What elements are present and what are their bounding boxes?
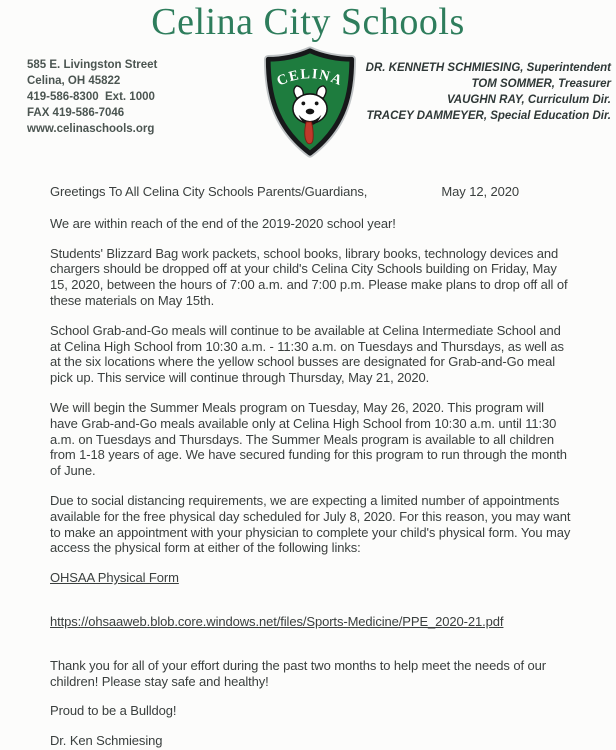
paragraph-materials-dropoff: Students' Blizzard Bag work packets, school books, library books, technology devices and chargers should be dropped off at your child's Celina City Schools building on Friday, May 15, 2020, between the hours of 7:00 a.m. and 7:00 p.m. Please make plans to drop off all of these materials on May 15th. [50, 245, 568, 308]
paragraph-school-year: We are within reach of the end of the 2019-2020 school year! [50, 215, 396, 231]
link-row-ohsaa [50, 570, 572, 600]
greeting-row [50, 184, 572, 200]
admin-special-ed-dir: TRACEY DAMMEYER, Special Education Dir. [366, 110, 611, 122]
logo-banner-text: CELINA [274, 66, 346, 90]
address-phone: 419-586-8300 Ext. 1000 [27, 91, 155, 103]
admin-superintendent: DR. KENNETH SCHMIESING, Superintendent [365, 62, 611, 74]
admin-curriculum-dir: VAUGHN RAY, Curriculum Dir. [446, 94, 611, 106]
address-fax: FAX 419-586-7046 [27, 107, 125, 119]
closing-bulldog: Proud to be a Bulldog! [50, 703, 177, 719]
ohsaa-physical-form-link[interactable]: OHSAA Physical Form [50, 570, 179, 586]
link-row-url [50, 614, 572, 644]
paragraph-summer-meals: We will begin the Summer Meals program on Tuesday, May 26, 2020. This program will have Grab-and-Go meals available only at Celina High School from 10:30 a.m. until 11:30 a.m. on Tuesdays and Thursdays. The Summer Meals program is available to all children from 1-18 years of age. We have secured funding for this program to run through the month of June. [50, 399, 567, 479]
ohsaa-pdf-url-link[interactable]: https://ohsaaweb.blob.core.windows.net/files/Sports-Medicine/PPE_2020-21.pdf [50, 613, 504, 629]
page-title: Celina City Schools [151, 1, 465, 43]
administrators-block [366, 60, 611, 124]
paragraph-physical-day: Due to social distancing requirements, we are expecting a limited number of appointments available for the free physical day scheduled for July 8, 2020. For this reason, you may want to make an appointment with your physician to complete your child's physical form. You may access the physical form at either of the following links: [50, 492, 571, 556]
school-logo-shield-icon [261, 46, 359, 158]
paragraph-thank-you: Thank you for all of your effort during the past two months to help meet the needs of our children! Please stay safe and healthy! [50, 657, 546, 689]
address-website: www.celinaschools.org [27, 123, 155, 135]
address-city: Celina, OH 45822 [27, 75, 121, 87]
address-street: 585 E. Livingston Street [27, 59, 158, 71]
admin-treasurer: TOM SOMMER, Treasurer [471, 78, 611, 90]
paragraph-grab-and-go: School Grab-and-Go meals will continue to be available at Celina Intermediate School and at Celina High School from 10:30 a.m. - 11:30 a.m. on Tuesdays and Thursdays, as well as at the six locations where the yellow school busses are designated for Grab-and-Go meal pick up. This service will continue through Thursday, May 21, 2020. [50, 322, 564, 386]
letter-body [50, 184, 572, 750]
signature-name: Dr. Ken Schmiesing [50, 733, 163, 749]
school-address-block [27, 57, 157, 137]
letter-date: May 12, 2020 [441, 184, 519, 199]
greeting-text: Greetings To All Celina City Schools Parents/Guardians, [50, 184, 368, 199]
